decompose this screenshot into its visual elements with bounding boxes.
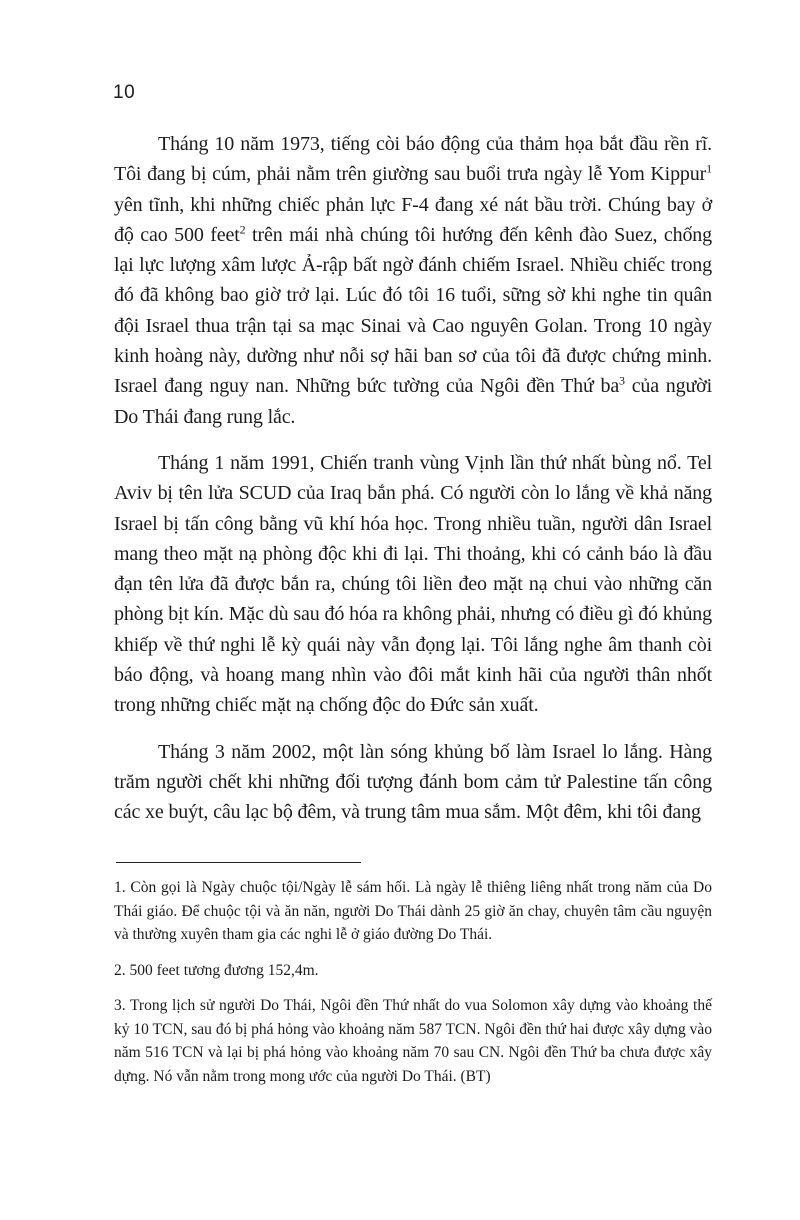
page-number: 10 [113, 82, 136, 103]
body-text [114, 129, 712, 844]
paragraph-text: Tháng 1 năm 1991, Chiến tranh vùng Vịnh lần thứ nhất bùng nổ. Tel Aviv bị tên lửa SCUD của Iraq bắn phá. Có người còn lo lắng về khả năng Israel bị tấn công bằng vũ khí hóa học. Trong nhiều tuần, người dân Israel mang theo mặt nạ phòng độc khi đi lại. Thi thoảng, khi có cảnh báo là đầu đạn tên lửa đã được bắn ra, chúng tôi liền đeo mặt nạ chui vào những căn phòng bịt kín. Mặc dù sau đó hóa ra không phải, nhưng có điều gì đó khủng khiếp về thứ nghi lễ kỳ quái này vẫn đọng lại. Tôi lắng nghe âm thanh còi báo động, và hoang mang nhìn vào đôi mắt kinh hãi của người thân nhốt trong những chiếc mặt nạ chống độc do Đức sản xuất. [114, 451, 712, 717]
paragraph-text: yên tĩnh, khi những chiếc phản lực F-4 đang xé nát bầu trời. Chúng bay ở độ cao 500 feet [114, 193, 712, 246]
footnote: 2. 500 feet tương đương 152,4m. [114, 961, 319, 979]
paragraph [114, 737, 712, 828]
paragraph [114, 129, 712, 432]
footnote-divider [116, 862, 361, 863]
paragraph-text: của người Do Thái đang rung lắc. [114, 375, 712, 428]
paragraph-text: trên mái nhà chúng tôi hướng đến kênh đào Suez, chống lại lực lượng xâm lược Ả-rập bất ngờ đánh chiếm Israel. Nhiều chiếc trong đó đã không bao giờ trở lại. Lúc đó tôi 16 tuổi, sững sờ khi nghe tin quân đội Israel thua trận tại sa mạc Sinai và Cao nguyên Golan. Trong 10 ngày kinh hoàng này, dường như nỗi sợ hãi ban sơ của tôi đã được chứng minh. Israel đang nguy nan. Những bức tường của Ngôi đền Thứ ba [114, 223, 712, 398]
footnotes [114, 876, 712, 1100]
paragraph-text: Tháng 10 năm 1973, tiếng còi báo động của thảm họa bắt đầu rền rĩ. Tôi đang bị cúm, phải nằm trên giường sau buổi trưa ngày lễ Yom Kippur [114, 133, 712, 186]
paragraph-text: Tháng 3 năm 2002, một làn sóng khủng bố làm Israel lo lắng. Hàng trăm người chết khi những đối tượng đánh bom cảm tử Palestine tấn công các xe buýt, câu lạc bộ đêm, và trung tâm mua sắm. Một đêm, khi tôi đang [114, 740, 712, 824]
footnote-marker: 1 [706, 161, 712, 176]
footnote: 1. Còn gọi là Ngày chuộc tội/Ngày lễ sám hối. Là ngày lễ thiêng liêng nhất trong năm của Do Thái giáo. Để chuộc tội và ăn năn, người Do Thái dành 25 giờ ăn chay, chuyên tâm cầu nguyện và thường xuyên tham gia các nghi lễ ở giáo đường Do Thái. [114, 879, 712, 943]
footnote: 3. Trong lịch sử người Do Thái, Ngôi đền Thứ nhất do vua Solomon xây dựng vào khoảng thế kỷ 10 TCN, sau đó bị phá hỏng vào khoảng năm 587 TCN. Ngôi đền thứ hai được xây dựng vào năm 516 TCN và lại bị phá hỏng vào khoảng năm 70 sau CN. Ngôi đền Thứ ba chưa được xây dựng. Nó vẫn nằm trong mong ước của người Do Thái. (BT) [114, 997, 712, 1085]
paragraph [114, 448, 712, 721]
footnote-marker: 3 [619, 373, 625, 388]
footnote-marker: 2 [239, 222, 246, 237]
